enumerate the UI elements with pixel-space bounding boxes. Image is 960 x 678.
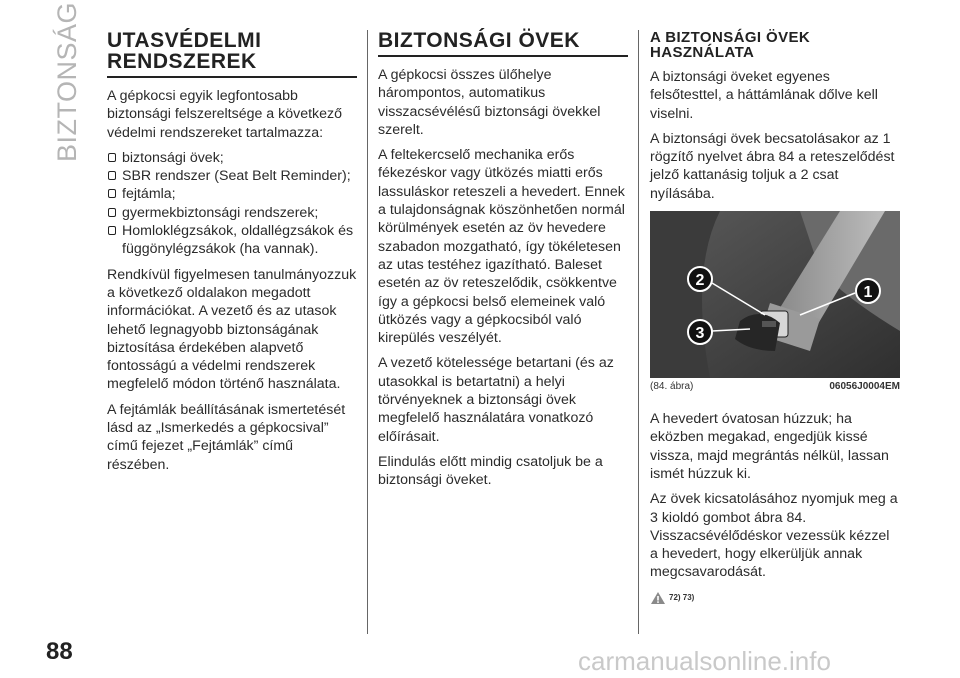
section-label-text: BIZTONSÁG bbox=[52, 1, 82, 162]
callout-1: 1 bbox=[863, 284, 873, 302]
warning-reference bbox=[650, 589, 900, 607]
paragraph: A biztonsági övek becsatolásakor az 1 rögzítő nyelvet ábra 84 a reteszelődést jelző kattanásig toljuk a 2 csat nyílásába. bbox=[650, 130, 895, 202]
paragraph: A hevedert óvatosan húzzuk; ha eközben megakad, engedjük kissé vissza, majd megrántás nélkül, lassan ismét húzzuk ki. bbox=[650, 411, 889, 482]
page-number: 88 bbox=[46, 638, 73, 665]
column-divider bbox=[638, 30, 639, 634]
list-item: SBR rendszer (Seat Belt Reminder); bbox=[107, 167, 357, 185]
figure-code: 06056J0004EM bbox=[829, 381, 900, 393]
callout-2: 2 bbox=[695, 272, 705, 290]
list-item: gyermekbiztonsági rendszerek; bbox=[107, 204, 357, 222]
paragraph: Rendkívül figyelmesen tanulmányozzuk a következő oldalakon megadott információkat. A vezető és az utasok lehető legnagyobb biztonságának biztosítása érdekében alapvető fontosságú a védelmi rendszerek megfelelő módon történő használata. bbox=[107, 266, 357, 393]
paragraph: A feltekercselő mechanika erős fékezéskor vagy ütközés miatti erős lassuláskor reteszeli a hevedert. Ennek a tulajdonságnak köszönhetően normál körülmények esetén az öv hevedere szabadon mozgatható, így tökéletesen az utas testéhez igazítható. Baleset esetén az öv reteszelődik, csökkentve így a gépkocsi belső elemeinek való ütközés vagy a gépkocsiból való kirepülés veszélyét. bbox=[378, 147, 625, 347]
paragraph: A vezető kötelessége betartani (és az utasokkal is betartatni) a helyi törvényeknek a biztonsági övek megfelelő használatára vonatkozó előírásait. bbox=[378, 355, 614, 445]
paragraph: A fejtámlák beállításának ismertetését lásd az „Ismerkedés a gépkocsival” című fejezet „Fejtámlák” című részében. bbox=[107, 401, 346, 473]
seatbelt-buckle-figure bbox=[650, 211, 900, 378]
list-item: fejtámla; bbox=[107, 185, 357, 203]
list-item: biztonsági övek; bbox=[107, 149, 357, 167]
seatbelt-buckle-illustration bbox=[650, 211, 900, 378]
column-divider bbox=[367, 30, 368, 634]
figure-caption bbox=[650, 381, 900, 393]
column-utasvedelmi bbox=[107, 30, 357, 481]
intro-paragraph: A gépkocsi egyik legfontosabb biztonsági felszereltsége a következő védelmi rendszereket tartalmazza: bbox=[107, 88, 343, 141]
warning-triangle-icon bbox=[650, 591, 666, 605]
paragraph: Az övek kicsatolásához nyomjuk meg a 3 kioldó gombot ábra 84. Visszacsévélődéskor vezessük kézzel a hevedert, hogy elkerüljük annak megcsavarodását. bbox=[650, 491, 898, 581]
heading-ovek-hasznalata: A BIZTONSÁGI ÖVEK HASZNÁLATA bbox=[650, 29, 811, 61]
heading-utasvedelmi: UTASVÉDELMI RENDSZEREK bbox=[107, 30, 357, 78]
list-item: Homloklégzsákok, oldallégzsákok és függönylégzsákok (ha vannak). bbox=[107, 222, 357, 259]
warning-refs-text: 72) 73) bbox=[669, 592, 695, 602]
column-biztonsagi-ovek bbox=[378, 30, 628, 497]
paragraph: A gépkocsi összes ülőhelye hárompontos, automatikus visszacsévélésű biztonsági övekkel szerelt. bbox=[378, 67, 601, 138]
paragraph: A biztonsági öveket egyenes felsőtesttel, a háttámlának dőlve kell viselni. bbox=[650, 69, 878, 122]
watermark: carmanualsonline.info bbox=[578, 646, 831, 676]
figure-number: (84. ábra) bbox=[650, 381, 694, 393]
callout-3: 3 bbox=[695, 325, 705, 343]
paragraph: Elindulás előtt mindig csatoljuk be a biztonsági öveket. bbox=[378, 453, 603, 489]
section-label bbox=[52, 1, 82, 172]
protection-systems-list bbox=[107, 149, 357, 259]
column-ovek-hasznalata bbox=[650, 30, 900, 607]
heading-biztonsagi-ovek: BIZTONSÁGI ÖVEK bbox=[378, 30, 628, 57]
